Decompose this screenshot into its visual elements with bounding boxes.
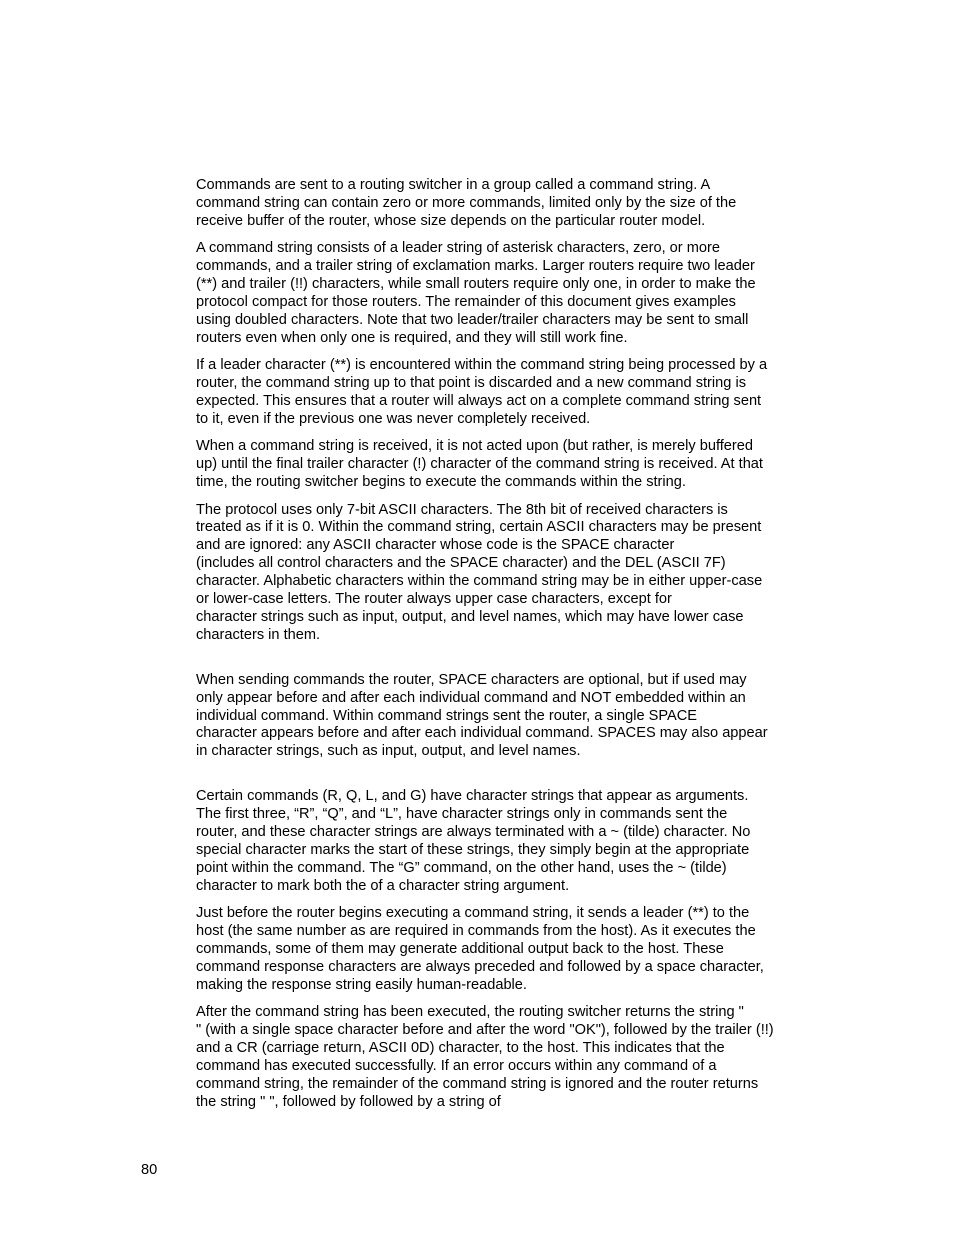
text-line: (includes all control characters and the SPACE character) and the DEL (ASCII 7F) [196, 555, 726, 572]
text-line: " (with a single space character before and after the word "OK"), followed by the trailer (!!) [196, 1022, 774, 1039]
text-line: Certain commands (R, Q, L, and G) have character strings that appear as arguments. [196, 788, 749, 805]
text-line: only appear before and after each individual command and NOT embedded within an [196, 689, 746, 706]
text-line: When a command string is received, it is not acted upon (but rather, is merely buffered [196, 438, 753, 455]
text-line: individual command. Within command strings sent the router, a single SPACE [196, 707, 698, 724]
text-line: and are ignored: any ASCII character whose code is the SPACE character [196, 537, 675, 554]
paragraph-character-string-arguments [196, 788, 821, 895]
paragraph-leader-encountered [196, 357, 821, 429]
text-line: character. Alphabetic characters within the command string may be in either upper-case [196, 573, 763, 590]
text-line: command string can contain zero or more commands, limited only by the size of the [196, 194, 737, 211]
text-line: protocol compact for those routers. The remainder of this document gives examples [196, 293, 736, 310]
paragraph-response-leader [196, 905, 821, 995]
paragraph-space-characters [196, 672, 821, 762]
text-line: time, the routing switcher begins to execute the commands within the string. [196, 474, 686, 491]
paragraph-execution-result [196, 1004, 821, 1111]
text-line: command response characters are always preceded and followed by a space character, [196, 958, 764, 975]
text-line: up) until the final trailer character (!) character of the command string is received. At that [196, 456, 763, 473]
paragraph-buffering [196, 438, 821, 492]
text-line: receive buffer of the router, whose size depends on the particular router model. [196, 212, 706, 229]
text-line: special character marks the start of these strings, they simply begin at the appropriate [196, 842, 750, 858]
text-line: making the response string easily human-readable. [196, 976, 527, 993]
paragraph-ascii-characters [196, 502, 821, 645]
text-line: router, the command string up to that point is discarded and a new command string is [196, 375, 746, 392]
text-line: Commands are sent to a routing switcher in a group called a command string. A [196, 177, 711, 193]
text-line: When sending commands the router, SPACE characters are optional, but if used may [196, 671, 747, 688]
document-body [196, 177, 821, 1112]
text-line: using doubled characters. Note that two leader/trailer characters may be sent to small [196, 311, 749, 328]
text-line: character appears before and after each individual command. SPACES may also appear [196, 725, 768, 742]
text-line: The first three, “R”, “Q”, and “L”, have character strings only in commands sent the [196, 806, 728, 823]
text-line: A command string consists of a leader string of asterisk characters, zero, or more [196, 240, 720, 257]
text-line: point within the command. The “G” command, on the other hand, uses the ~ (tilde) [196, 859, 727, 876]
text-line: The protocol uses only 7-bit ASCII characters. The 8th bit of received characters is [196, 501, 728, 518]
text-line: expected. This ensures that a router will always act on a complete command string sent [196, 392, 762, 409]
page-number: 80 [141, 1162, 158, 1178]
text-line: or lower-case letters. The router always upper case characters, except for [196, 591, 672, 608]
text-line: Just before the router begins executing a command string, it sends a leader (**) to the [196, 905, 750, 922]
paragraph-leader-trailer [196, 240, 821, 347]
paragraph-command-string-intro [196, 177, 821, 231]
text-line: command has executed successfully. If an error occurs within any command of a [196, 1057, 717, 1074]
text-line: characters in them. [196, 626, 321, 643]
text-line: If a leader character (**) is encountered within the command string being processed by a [196, 357, 768, 374]
text-line: the string " ", followed by followed by a string of [196, 1093, 501, 1110]
text-line: routers even when only one is required, and they will still work fine. [196, 329, 628, 346]
text-line: commands, and a trailer string of exclamation marks. Larger routers require two leader [196, 258, 755, 275]
text-line: in character strings, such as input, output, and level names. [196, 743, 581, 760]
text-line: After the command string has been executed, the routing switcher returns the string " [196, 1004, 744, 1021]
text-line: router, and these character strings are always terminated with a ~ (tilde) character. No [196, 824, 751, 841]
text-line: command string, the remainder of the command string is ignored and the router returns [196, 1075, 759, 1092]
text-line: (**) and trailer (!!) characters, while small routers require only one, in order to make the [196, 276, 756, 293]
text-line: character to mark both the of a character string argument. [196, 877, 570, 894]
text-line: host (the same number as are required in commands from the host). As it executes the [196, 923, 756, 940]
text-line: commands, some of them may generate additional output back to the host. These [196, 941, 724, 958]
text-line: and a CR (carriage return, ASCII 0D) character, to the host. This indicates that the [196, 1040, 725, 1057]
text-line: treated as if it is 0. Within the command string, certain ASCII characters may be present [196, 519, 762, 536]
text-line: to it, even if the previous one was never completely received. [196, 410, 591, 427]
text-line: character strings such as input, output, and level names, which may have lower case [196, 608, 744, 625]
